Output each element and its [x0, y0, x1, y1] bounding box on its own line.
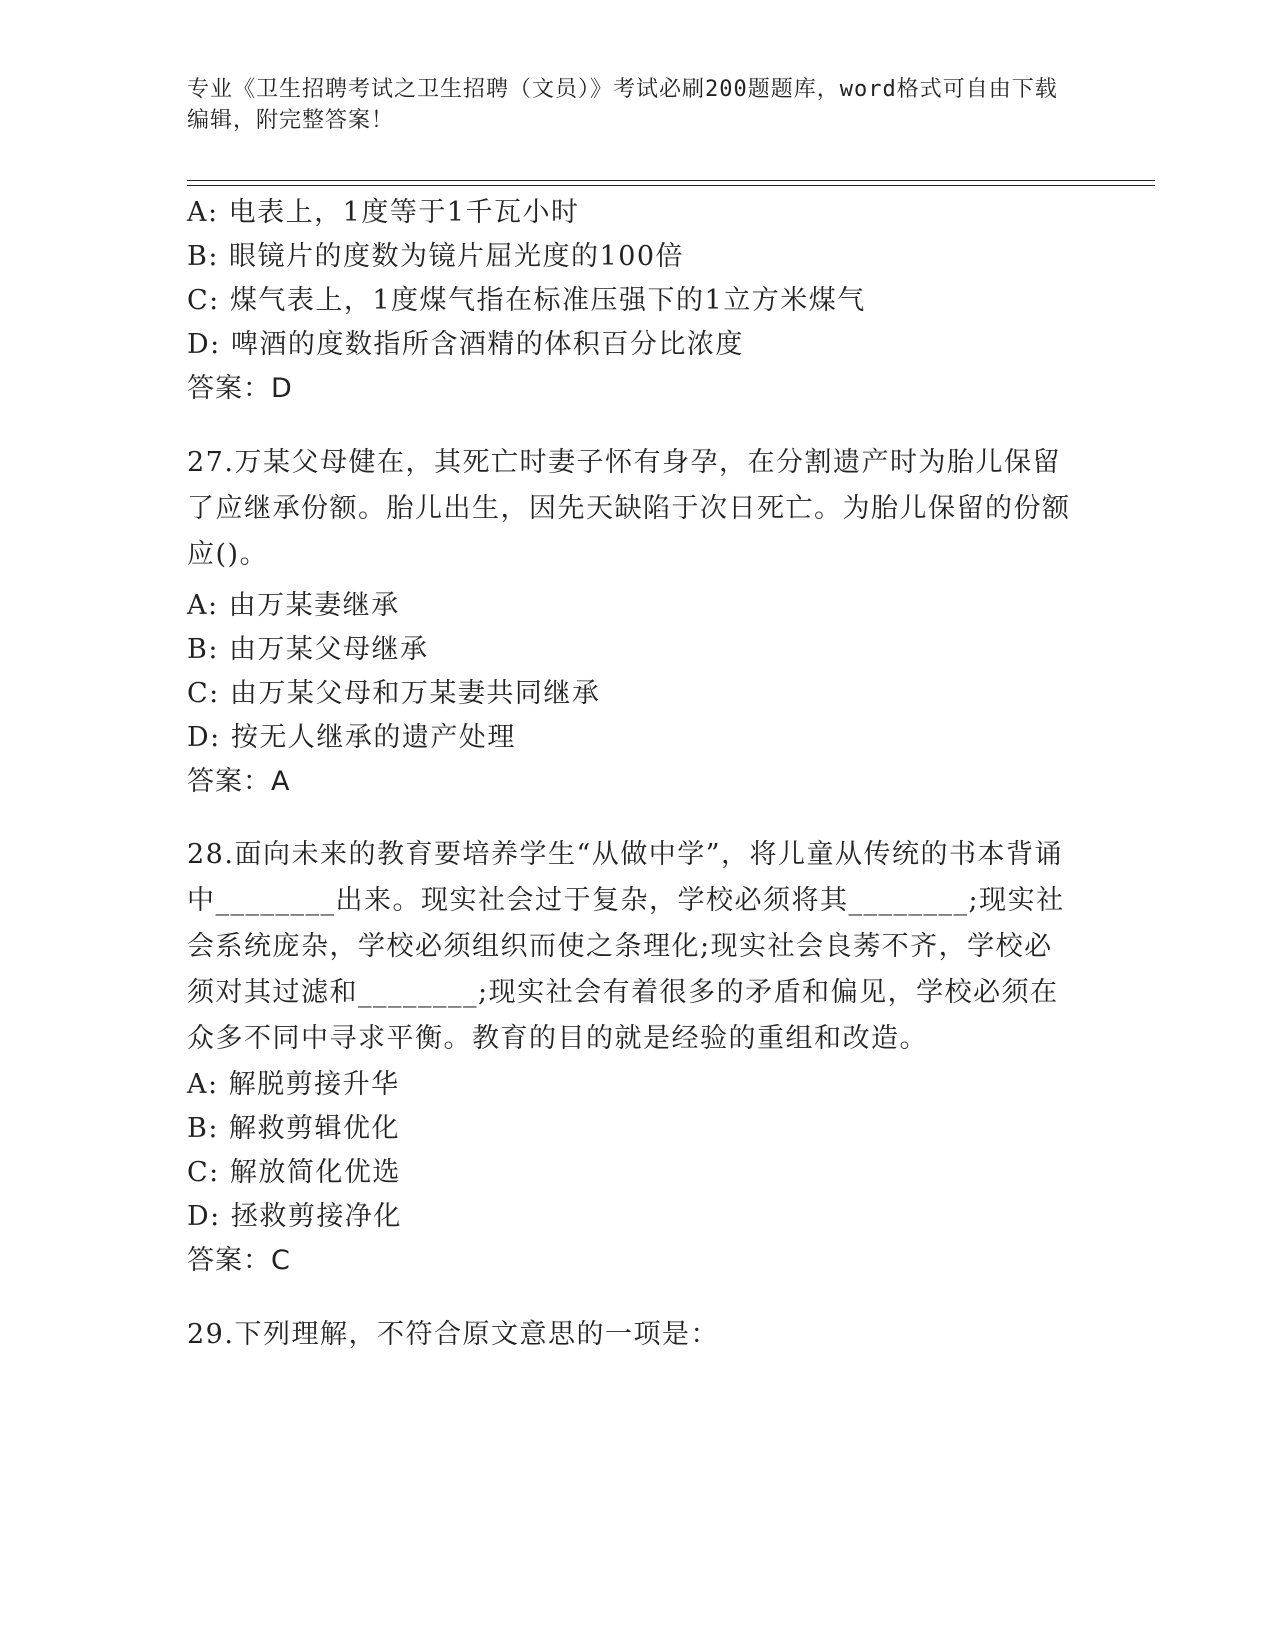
q27-option-c: C: 由万某父母和万某妻共同继承 [187, 678, 601, 709]
q27-option-d: D: 按无人继承的遗产处理 [187, 722, 516, 753]
q27-question: 27.万某父母健在，其死亡时妻子怀有身孕，在分割遗产时为胎儿保留了应继承份额。胎儿出生，因先天缺陷于次日死亡。为胎儿保留的份额应()。 [187, 447, 1071, 570]
q27-answer: 答案：A [187, 766, 291, 797]
q28-question: 28.面向未来的教育要培养学生“从做中学”，将儿童从传统的书本背诵中________出来。现实社会过于复杂，学校必须将其________;现实社会系统庞杂，学校必须组织而使之条理化;现实社会良莠不齐，学校必须对其过滤和________;现实社会有着很多的矛盾和偏见，学校必须在众多不同中寻求平衡。教育的目的就是经验的重组和改造。 [187, 839, 1065, 1054]
header-divider-bottom [187, 185, 1155, 186]
q26-answer: 答案：D [187, 373, 293, 404]
q29-question: 29.下列理解，不符合原文意思的一项是： [187, 1319, 719, 1350]
q28-option-c: C: 解放简化优选 [187, 1157, 401, 1188]
q26-option-a: A: 电表上，1度等于1千瓦小时 [187, 197, 580, 228]
q27-option-a: A: 由万某妻继承 [187, 590, 400, 621]
q26-option-c: C: 煤气表上，1度煤气指在标准压强下的1立方米煤气 [187, 285, 866, 316]
q28-option-d: D: 拯救剪接净化 [187, 1201, 402, 1232]
q26-option-b: B: 眼镜片的度数为镜片屈光度的100倍 [187, 241, 685, 272]
document-header: 专业《卫生招聘考试之卫生招聘（文员）》考试必刷200题题库，word格式可自由下载编辑，附完整答案！ [187, 77, 1058, 133]
q28-option-b: B: 解救剪辑优化 [187, 1113, 401, 1144]
q27-option-b: B: 由万某父母继承 [187, 634, 429, 665]
header-divider-top [187, 180, 1155, 181]
q28-answer: 答案：C [187, 1245, 291, 1276]
q26-option-d: D: 啤酒的度数指所含酒精的体积百分比浓度 [187, 329, 744, 360]
q28-option-a: A: 解脱剪接升华 [187, 1069, 400, 1100]
